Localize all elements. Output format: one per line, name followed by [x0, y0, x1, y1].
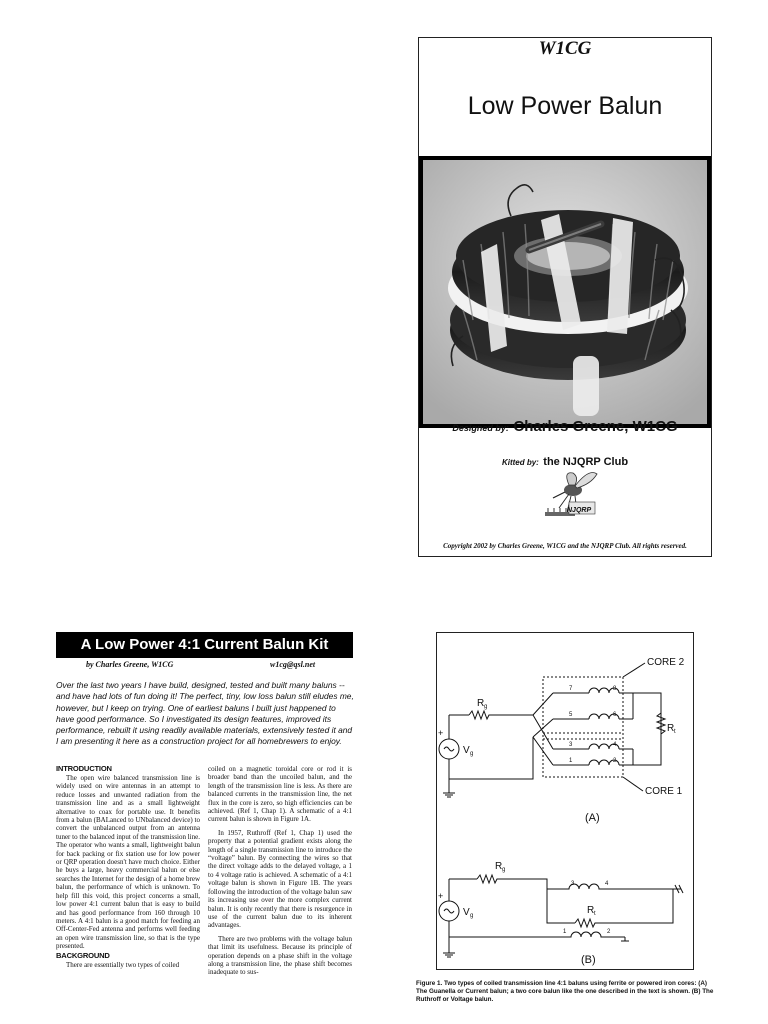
kitted-by-label: Kitted by:	[501, 458, 539, 467]
label-core-1: CORE 1	[645, 786, 683, 797]
wire-b-mid	[547, 889, 575, 923]
njqrp-logo-text: NJQRP	[567, 507, 592, 514]
label-vg-sub: g	[470, 751, 474, 757]
paragraph-background: There are essentially two types of coiled	[66, 960, 180, 969]
designed-by-name: Charles Greene, W1CG	[513, 418, 678, 435]
pin-5: 5	[569, 712, 573, 718]
paragraph-voltage-problems: There are two problems with the voltage balun that limit its usefulness. Because its principle of operation depends on a phase shift in the voltage along a transmission line, the phase shift becomes inadequate to sus-	[208, 934, 352, 977]
output-wires	[633, 693, 661, 765]
pin-3: 3	[569, 742, 573, 748]
kitted-by-name: the NJQRP Club	[543, 456, 629, 468]
label-rt: R	[667, 723, 675, 734]
kitted-by	[419, 452, 711, 470]
cover-card	[418, 37, 712, 557]
label-core-2: CORE 2	[647, 657, 685, 668]
article-column-left	[56, 764, 200, 1024]
paragraph-introduction: The open wire balanced transmission line is widely used on wire antennas in an attempt to reduce losses and unwanted radiation from the transmission line and as a small lightweight alternative to coax for portable use. It benefits from a balun (BALanced to UNbalanced device) to convert the unbalanced output from an antenna tuner to the balanced input of the transmission line. The operator who wants a small, lightweight balun for back packing or fix station use for low power or QRP operation doesn't have much choice. Either he buys a large, heavy commercial balun or else searches the Internet for the design of a home brew balun, the performance of which is unknown. To help fill this void, this project concerns a small, low power 4:1 current balun that is easy to build and has good performance from 160 through 10 meters. A 4:1 balun is a good match for feeding an Off-Center-Fed antenna and performs well feeding an open wire transmission line, so that is the type presented.	[56, 774, 200, 951]
pin-b-1: 1	[563, 929, 567, 935]
label-b-vg-sub: g	[470, 913, 474, 919]
figure-1-schematics	[436, 632, 694, 970]
label-figure-b: (B)	[581, 954, 596, 966]
label-b-rg: R	[495, 861, 503, 872]
resistor-b-rg	[477, 875, 547, 889]
njqrp-mosquito-logo	[539, 472, 601, 524]
paragraph-current-balun: coiled on a magnetic toroidal core or rod it is broader band than the uncoiled balun, and the length of the transmission line is less. As there are balanced currents in the transmission line, the net flux in the core is zero, so high efficiencies can be achieved. (Ref 1, Chap 1). A schematic of a 4:1 current balun is shown in Figure 1A.	[208, 765, 352, 824]
figure-caption: Figure 1. Two types of coiled transmission line 4:1 baluns using ferrite or powered iron cores: (A) The Guanella or Current balun; a two core balun like the one described in the text is shown. (B) The Ruthroff or Voltage balun.	[416, 980, 714, 1003]
author-email: w1cg@qsl.net	[270, 660, 316, 669]
label-figure-a: (A)	[585, 812, 600, 824]
coil-7-8	[553, 688, 633, 693]
pin-8: 8	[613, 686, 617, 692]
sine-icon	[444, 747, 454, 751]
label-b-rt: R	[587, 905, 595, 916]
pin-b-3: 3	[571, 881, 575, 887]
pin-2: 2	[613, 758, 617, 764]
core-1-leader	[623, 777, 643, 791]
core-1-outline	[543, 733, 623, 777]
balun-photo	[423, 160, 707, 424]
coil-b-3-4	[547, 884, 673, 889]
ground-icon-b-coil	[621, 937, 629, 941]
core-2-outline	[543, 677, 623, 739]
label-rg: R	[477, 698, 485, 709]
designed-by	[419, 418, 711, 436]
copyright-notice: Copyright 2002 by Charles Greene, W1CG and the NJQRP Club. All rights reserved.	[443, 542, 687, 550]
label-plus-b: +	[438, 891, 444, 901]
paragraph-ruthroff: In 1957, Ruthroff (Ref 1, Chap 1) used the property that a potential gradient exists along the length of a single transmission line to introduce the “voltage” balun. By connecting the wires so that the direct voltage adds to the delayed voltage, a 1 to 4 voltage ratio is achieved. A schematic of a 4:1 voltage balun is shown in Figure 1B. The years following the introduction of the voltage balun saw its increasing use over the more complex current balun. It is only recently that there is resurgence in use of the current balun due to its inherent advantages.	[208, 828, 352, 930]
article-intro: Over the last two years I have build, designed, tested and built many baluns -- and have had lots of fun doing it! The perfect, tiny, low loss balun still eludes me, however, but I keep on trying. One of earliest baluns I built just happened to have good performance. So I investigated its design features, improved its performance, rebuilt it using readily available materials, extensively tested it and I am presenting it here as a construction project for all homebrewers to enjoy.	[56, 680, 354, 747]
coil-1-2	[553, 760, 633, 765]
heading-background: BACKGROUND	[56, 950, 110, 960]
coil-5-6	[553, 714, 633, 719]
label-b-vg: V	[463, 907, 470, 918]
pin-7: 7	[569, 686, 573, 692]
cover-callsign: W1CG	[538, 38, 592, 59]
core-2-leader	[623, 663, 645, 677]
heading-introduction: INTRODUCTION	[56, 764, 112, 773]
wire-b-return	[449, 879, 533, 953]
article-byline: by Charles Greene, W1CG	[86, 660, 174, 669]
label-b-rg-sub: g	[502, 867, 506, 873]
ground-icon-a	[443, 789, 455, 797]
label-rg-sub: g	[484, 704, 488, 710]
pin-b-2: 2	[607, 929, 611, 935]
coil-3-4	[553, 744, 633, 749]
article-title-banner: A Low Power 4:1 Current Balun Kit	[56, 632, 353, 658]
label-rt-sub: t	[674, 729, 676, 735]
balun-schematic-svg	[437, 633, 693, 969]
coil-b-1-2	[533, 932, 625, 937]
label-b-rt-sub: t	[594, 911, 596, 917]
resistor-rg	[469, 711, 533, 719]
balun-photo-frame	[419, 156, 711, 428]
cover-title: Low Power Balun	[467, 92, 663, 120]
wire-source-return	[449, 715, 533, 793]
sine-icon-b	[444, 909, 454, 913]
label-plus-a: +	[438, 728, 444, 738]
pin-6: 6	[613, 712, 617, 718]
designed-by-label: Designed by:	[452, 423, 509, 433]
article-column-right	[208, 765, 352, 1024]
pin-4: 4	[613, 742, 617, 748]
label-vg: V	[463, 745, 470, 756]
ground-icon-b	[443, 953, 455, 957]
pin-1: 1	[569, 758, 573, 764]
ground-icon-b-right	[673, 885, 683, 893]
toroid-balun-illustration	[423, 160, 707, 424]
pin-b-4: 4	[605, 881, 609, 887]
